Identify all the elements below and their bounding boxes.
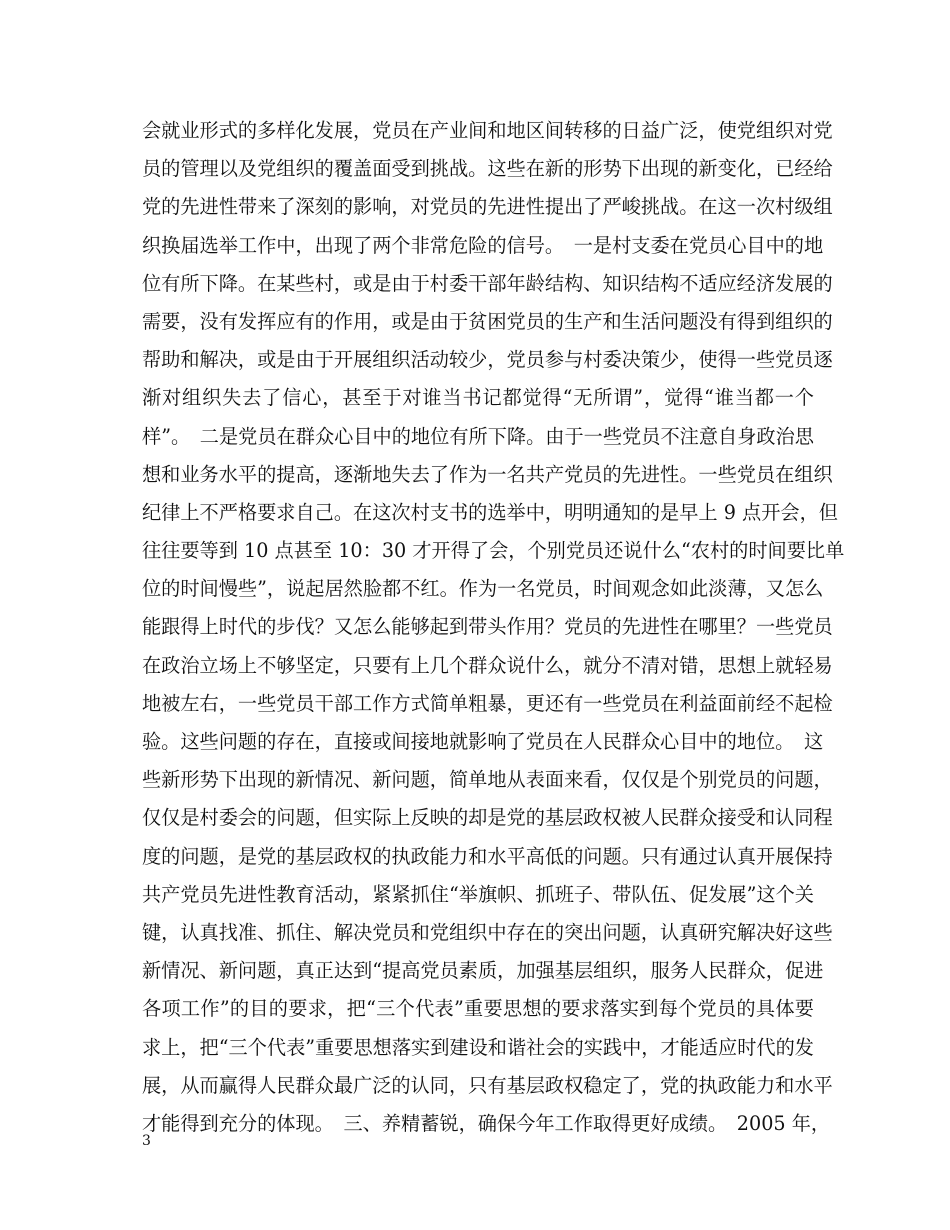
body-text: [142, 112, 845, 1143]
text-line: 样”。 二是党员在群众心目中的地位有所下降。由于一些党员不注意自身政治思: [142, 424, 814, 448]
text-line: 位有所下降。在某些村，或是由于村委干部年龄结构、知识结构不适应经济发展的: [142, 271, 833, 295]
text-line: 仅仅是村委会的问题，但实际上反映的却是党的基层政权被人民群众接受和认同程: [142, 806, 833, 830]
text-line: 纪律上不严格要求自己。在这次村支书的选举中，明明通知的是早上 9 点开会，但: [142, 500, 838, 524]
text-line: 些新形势下出现的新情况、新问题，简单地从表面来看，仅仅是个别党员的问题，: [142, 768, 833, 792]
text-line: 各项工作”的目的要求，把“三个代表”重要思想的要求落实到每个党员的具体要: [142, 997, 814, 1021]
text-line: 帮助和解决，或是由于开展组织活动较少，党员参与村委决策少，使得一些党员逐: [142, 348, 833, 372]
text-line: 党的先进性带来了深刻的影响，对党员的先进性提出了严峻挑战。在这一次村级组: [142, 195, 833, 219]
text-line: 地被左右，一些党员干部工作方式简单粗暴，更还有一些党员在利益面前经不起检: [142, 691, 833, 715]
text-line: 键，认真找准、抓住、解决党员和党组织中存在的突出问题，认真研究解决好这些: [142, 920, 833, 944]
text-line: 渐对组织失去了信心，甚至于对谁当书记都觉得“无所谓”，觉得“谁当都一个: [142, 386, 814, 410]
text-line: 位的时间慢些”，说起居然脸都不红。作为一名党员，时间观念如此淡薄，又怎么: [142, 577, 824, 601]
text-line: 往往要等到 10 点甚至 10：30 才开得了会，个别党员还说什么“农村的时间要比单: [142, 539, 845, 563]
text-line: 需要，没有发挥应有的作用，或是由于贫困党员的生产和生活问题没有得到组织的: [142, 309, 833, 333]
text-line: 共产党员先进性教育活动，紧紧抓住“举旗帜、抓班子、带队伍、促发展”这个关: [142, 882, 814, 906]
text-line: 会就业形式的多样化发展，党员在产业间和地区间转移的日益广泛，使党组织对党: [142, 119, 833, 142]
page-number: 3: [142, 1133, 151, 1149]
text-line: 新情况、新问题，真正达到“提高党员素质，加强基层组织，服务人民群众，促进: [142, 959, 824, 983]
text-line: 想和业务水平的提高，逐渐地失去了作为一名共产党员的先进性。一些党员在组织: [142, 462, 833, 486]
text-line: 求上，把“三个代表”重要思想落实到建设和谐社会的实践中，才能适应时代的发: [142, 1035, 814, 1059]
text-line: 度的问题，是党的基层政权的执政能力和水平高低的问题。只有通过认真开展保持: [142, 844, 833, 868]
text-line: 在政治立场上不够坚定，只要有上几个群众说什么，就分不清对错，思想上就轻易: [142, 653, 833, 677]
text-line: 才能得到充分的体现。 三、养精蓄锐，确保今年工作取得更好成绩。 2005 年，: [142, 1111, 831, 1135]
text-line: 员的管理以及党组织的覆盖面受到挑战。这些在新的形势下出现的新变化，已经给: [142, 157, 833, 181]
text-line: 验。这些问题的存在，直接或间接地就影响了党员在人民群众心目中的地位。 这: [142, 730, 824, 753]
text-line: 能跟得上时代的步伐？又怎么能够起到带头作用？党员的先进性在哪里？一些党员: [142, 615, 833, 639]
text-line: 织换届选举工作中，出现了两个非常危险的信号。 一是村支委在党员心目中的地: [142, 233, 824, 257]
text-line: 展，从而赢得人民群众最广泛的认同，只有基层政权稳定了，党的执政能力和水平: [142, 1073, 833, 1097]
